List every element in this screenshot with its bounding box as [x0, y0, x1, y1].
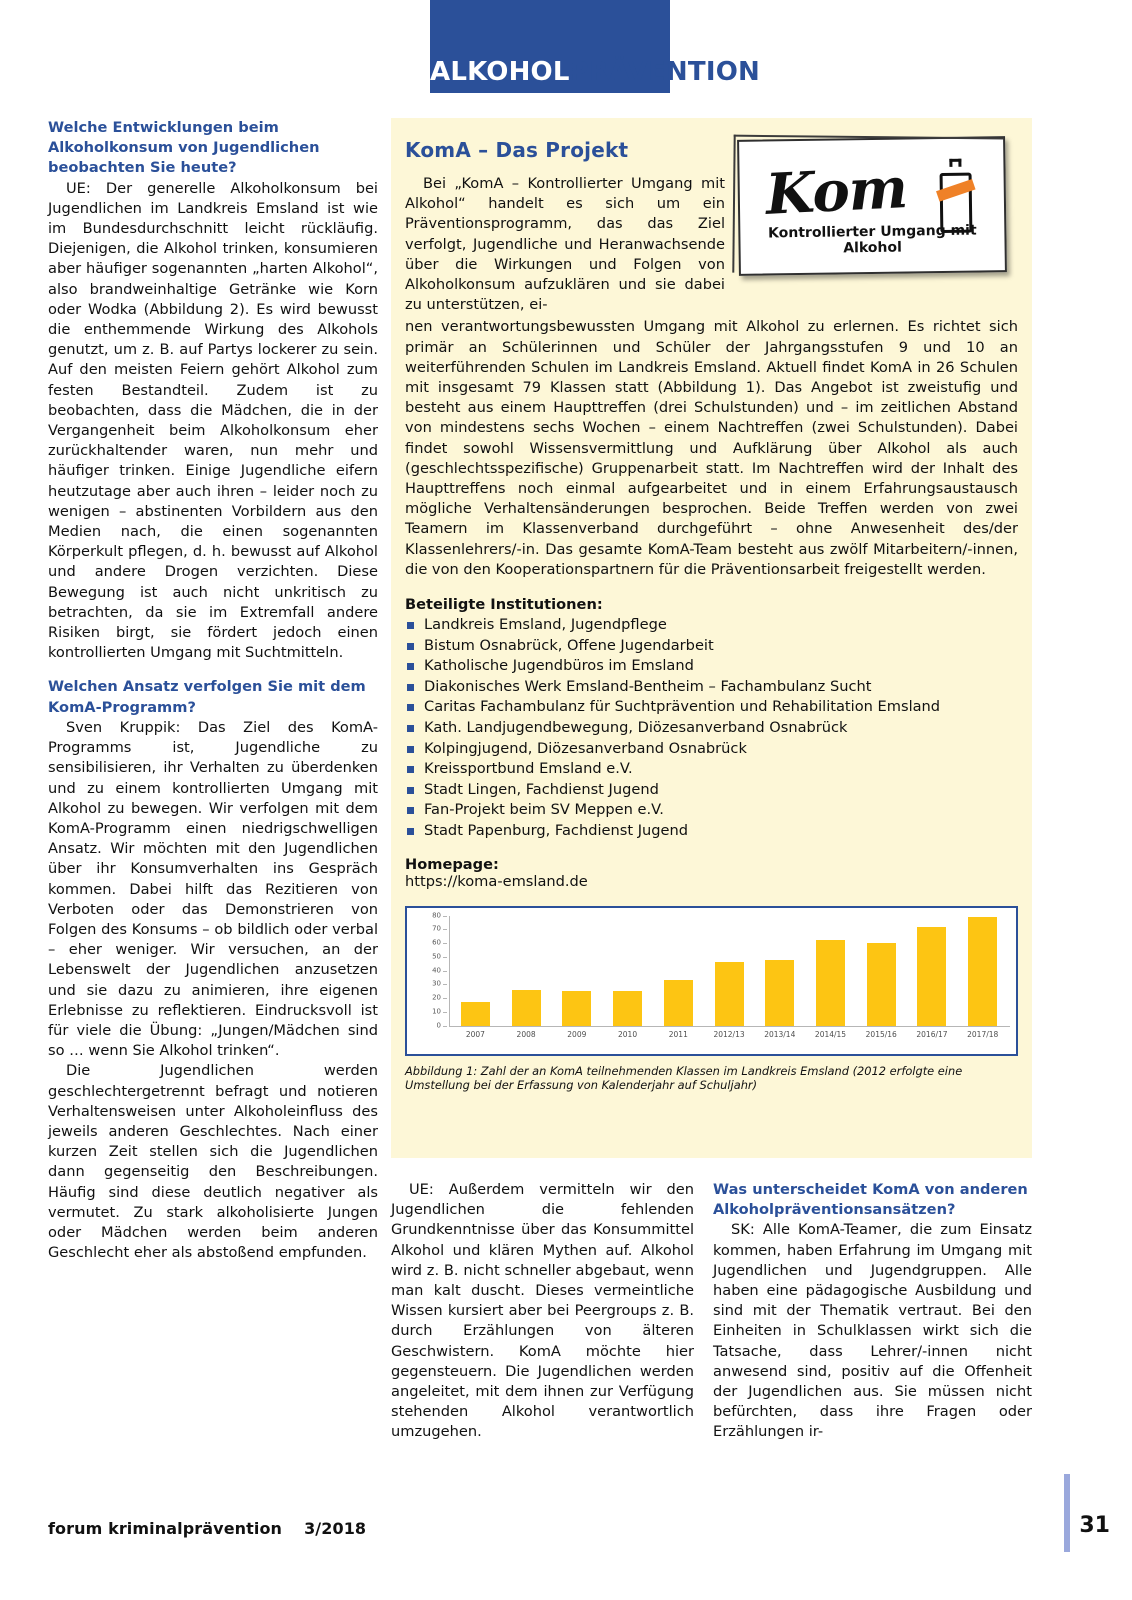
chart-y-tick-label: 20 — [432, 993, 441, 1002]
chart-y-tick-mark — [443, 929, 447, 930]
chart-x-tick-label: 2008 — [516, 1029, 536, 1039]
chart-x-tick-label: 2010 — [618, 1029, 638, 1039]
page-header — [0, 0, 1132, 100]
homepage-link[interactable]: https://koma-emsland.de — [405, 872, 588, 890]
institutions-list — [405, 615, 1018, 842]
chart-bar-slot — [704, 916, 755, 1026]
homepage-heading: Homepage: — [405, 855, 499, 873]
chart-bar-slot — [856, 916, 907, 1026]
chart-y-tick-label: 10 — [432, 1007, 441, 1016]
figure-1-chart — [405, 906, 1018, 1056]
chart-x-tick-labels — [450, 1030, 1008, 1039]
chart-bar-slot — [602, 916, 653, 1026]
list-item: Bistum Osnabrück, Offene Jugendarbeit — [405, 636, 1018, 657]
bottom-col3-paragraph: SK: Alle KomA-Teamer, die zum Einsatz kommen, haben Erfahrung im Umgang mit Jugendlichen und Jugendgruppen. Alle haben eine pädagogische Ausbildung und sind mit der Thematik vertraut. Bei den Einheiten in Schulklassen wirkt sich die Tatsache, dass Lehrer/-innen nicht anwesend sind, positiv auf die Offenheit der Jugendlichen aus. Sie müssen nicht befürchten, dass ihre Fragen oder Erzählungen ir- — [713, 1221, 1032, 1441]
koma-logo — [728, 132, 1016, 280]
list-item: Kreissportbund Emsland e.V. — [405, 759, 1018, 780]
koma-intro-paragraph: Bei „KomA – Kontrollierter Umgang mit Alkohol“ handelt es sich um ein Präventionsprogramm, das das Ziel verfolgt, Jugendliche und Heranwachsende über die Wirkungen und Folgen von Alkoholkonsum aufzuklären und sie dabei zu unterstützen, ei- — [405, 175, 725, 314]
footer-publication: forum kriminalprävention — [48, 1519, 283, 1538]
chart-bar — [512, 990, 541, 1026]
chart-x-tick-label: 2014/15 — [814, 1029, 847, 1039]
list-item: Diakonisches Werk Emsland-Bentheim – Fachambulanz Sucht — [405, 677, 1018, 698]
page-number: 31 — [1079, 1513, 1110, 1538]
koma-logo-subtitle: Kontrollierter Umgang mit Alkohol — [767, 222, 977, 257]
page-number-rule — [1064, 1474, 1070, 1552]
chart-bar — [816, 940, 845, 1025]
chart-bar — [765, 960, 794, 1026]
chart-y-tick-mark — [443, 916, 447, 917]
chart-bar — [461, 1002, 490, 1025]
list-item: Kath. Landjugendbewegung, Diözesanverband Osnabrück — [405, 718, 1018, 739]
chart-y-tick-mark — [443, 957, 447, 958]
list-item: Kolpingjugend, Diözesanverband Osnabrück — [405, 739, 1018, 760]
chart-bar — [867, 943, 896, 1026]
bottom-column-three — [713, 1180, 1032, 1443]
list-item: Fan-Projekt beim SV Meppen e.V. — [405, 800, 1018, 821]
chart-bar-slot — [501, 916, 552, 1026]
chart-y-tick-label: 50 — [432, 952, 441, 961]
bottle-neck — [949, 159, 961, 167]
chart-y-axis — [415, 911, 449, 1030]
chart-x-tick-label: 2015/16 — [865, 1029, 897, 1039]
chart-bar-slot — [957, 916, 1008, 1026]
list-item: Stadt Lingen, Fachdienst Jugend — [405, 780, 1018, 801]
list-item: Stadt Papenburg, Fachdienst Jugend — [405, 821, 1018, 842]
chart-x-axis-line — [449, 1026, 1010, 1027]
bottom-column-two — [391, 1180, 694, 1443]
chart-bar — [715, 962, 744, 1025]
institutions-heading: Beteiligte Institutionen: — [405, 596, 603, 614]
page-title-part-one: ALKOHOL — [430, 57, 570, 87]
interview-answer-3: Die Jugendlichen werden geschlechtergetrennt befragt und notieren Verhaltensweisen unter Alkoholeinfluss des jeweils anderen Geschlechtes. Nach einer kurzen Zeit stellen sich die Jugendlichen dann gegenseitig den Beschreibungen. Häufig sind diese deutlich negativer als vermutet. Zu stark alkoholisierte Jungen oder Mädchen werden beim anderen Geschlecht eher als abstoßend empfunden. — [48, 1062, 378, 1262]
koma-logo-card — [737, 136, 1007, 276]
chart-y-tick-mark — [443, 1012, 447, 1013]
koma-box-title: KomA – Das Projekt — [405, 138, 629, 162]
chart-bar — [917, 927, 946, 1026]
list-item: Caritas Fachambulanz für Suchtprävention und Rehabilitation Emsland — [405, 697, 1018, 718]
footer-issue: 3/2018 — [304, 1519, 367, 1538]
interview-question-1: Welche Entwicklungen beim Alkoholkonsum von Jugendlichen beobachten Sie heute? — [48, 119, 320, 177]
chart-bar — [562, 991, 591, 1025]
chart-y-tick-label: 80 — [432, 911, 441, 920]
chart-x-tick-label: 2007 — [465, 1029, 485, 1039]
figure-1-caption: Abbildung 1: Zahl der an KomA teilnehmenden Klassen im Landkreis Emsland (2012 erfolgte eine Umstellung bei der Erfassung von Kalenderjahr auf Schuljahr) — [405, 1063, 963, 1093]
interview-answer-2: Sven Kruppik: Das Ziel des KomA-Programms ist, Jugendliche zu sensibilisieren, ihr Verhalten zu überdenken und zu einem kontrollierten Umgang mit Alkohol zu bewegen. Wir verfolgen mit dem KomA-Programm einen niedrigschwelligen Ansatz. Wir möchten mit den Jugendlichen über ihr Konsumverhalten ins Gespräch kommen. Dabei hilft das Rezitieren von Verboten oder das Demonstrieren von Folgen des Konsums – ob bildlich oder verbal – eher weniger. Wir versuchen, an der Lebenswelt der Jugendlichen anzusetzen und sie dazu zu animieren, ihre eigenen Erlebnisse zu reflektieren. Eindrucksvoll ist für viele die Übung: „Jungen/Mädchen sind so … wenn Sie Alkohol trinken“. — [48, 718, 378, 1060]
chart-x-tick-label: 2017/18 — [967, 1029, 999, 1039]
chart-x-tick-label: 2016/17 — [916, 1029, 948, 1039]
chart-y-tick-mark — [443, 984, 447, 985]
chart-y-tick-label: 30 — [432, 979, 441, 988]
chart-x-tick-label: 2012/13 — [713, 1029, 745, 1039]
chart-x-tick-label: 2011 — [668, 1029, 688, 1039]
bottom-col2-paragraph: UE: Außerdem vermitteln wir den Jugendlichen die fehlenden Grundkenntnisse über das Konsummittel Alkohol und klären Mythen auf. Alkohol wird z. B. nicht schneller abgebaut, wenn man kalt duscht. Dieses vermeintliche Wissen kursiert aber bei Peergroups z. B. durch Erzählungen von älteren Geschwistern. KomA möchte hier gegensteuern. Die Jugendlichen werden angeleitet, mit dem ihnen zur Verfügung stehenden Alkohol verantwortlich umzugehen. — [391, 1181, 694, 1441]
interview-answer-1: UE: Der generelle Alkoholkonsum bei Jugendlichen im Landkreis Emsland ist wie im Bundesdurchschnitt leicht rückläufig. Diejenigen, die Alkohol trinken, konsumieren aber häufiger sogenannten „harten Alkohol“, also brandweinhaltige Getränke wie Korn oder Wodka (Abbildung 2). Es wird bewusst die enthemmende Wirkung des Alkohols genutzt, um z. B. auf Partys lockerer zu sein. Auf den meisten Feiern gehört Alkohol zum festen Bestandteil. Zudem ist zu beobachten, dass die Mädchen, die in der Vergangenheit beim Alkoholkonsum eher zurückhaltender waren, nun mehr und häufiger trinken. Einige Jugendliche eifern heutzutage aber auch ihren – leider noch zu wenigen – abstinenten Vorbildern aus den Medien nach, die einen sogenannten Körperkult pflegen, d. h. bewusst auf Alkohol und andere Drogen verzichten. Diese Bewegung ist auch nicht unkritisch zu betrachten, da sie im Extremfall andere Risiken birgt, sie fördert jedoch einen kontrollierten Umgang mit Suchtmitteln. — [48, 179, 378, 662]
interview-question-2: Welchen Ansatz verfolgen Sie mit dem KomA-Programm? — [48, 678, 366, 716]
chart-y-tick-mark — [443, 1026, 447, 1027]
koma-project-box — [391, 118, 1032, 1158]
footer — [48, 1519, 366, 1538]
chart-bar — [968, 917, 997, 1026]
chart-bar-slot — [754, 916, 805, 1026]
chart-bar-slot — [653, 916, 704, 1026]
chart-plot-area — [415, 911, 1010, 1048]
chart-bar-slot — [551, 916, 602, 1026]
list-item: Landkreis Emsland, Jugendpflege — [405, 615, 1018, 636]
chart-y-tick-mark — [443, 998, 447, 999]
chart-bar-slot — [805, 916, 856, 1026]
chart-bar — [613, 991, 642, 1025]
chart-bar — [664, 980, 693, 1025]
chart-bar-slot — [450, 916, 501, 1026]
chart-y-tick-mark — [443, 971, 447, 972]
section-spacer — [405, 580, 1018, 596]
chart-y-tick-mark — [443, 943, 447, 944]
koma-main-paragraph: nen verantwortungsbewussten Umgang mit Alkohol zu erlernen. Es richtet sich primär an Schülerinnen und Schüler der Jahrgangsstufen 9 und 10 an weiterführenden Schulen im Landkreis Emsland. Aktuell findet KomA in 26 Schulen mit insgesamt 79 Klassen statt (Abbildung 1). Das Angebot ist zweistufig und besteht aus einem Haupttreffen (drei Schulstunden) und – im zeitlichen Abstand von mindestens sechs Wochen – einem Nachtreffen (zwei Schulstunden). Dabei findet sowohl Wissensvermittlung und Aufklärung über Alkohol als auch (geschlechtsspezifische) Gruppenarbeit statt. Im Nachtreffen wird der Inhalt des Haupttreffens noch einmal aufgearbeitet und in einem Erfahrungsaustausch mögliche Verhaltensänderungen besprochen. Beide Treffen werden von zwei Teamern im Klassenverband durchgeführt – ohne Anwesenheit des/der Klassenlehrers/-in. Das gesamte KomA-Team besteht aus zwölf Mitarbeitern/-innen, die von den Kooperationspartnern für die Präventionsarbeit freigestellt werden. — [405, 318, 1018, 578]
koma-logo-wordmark: Kom — [764, 155, 909, 228]
chart-y-tick-label: 70 — [432, 924, 441, 933]
paragraph-spacer — [48, 663, 378, 677]
chart-y-tick-label: 40 — [432, 966, 441, 975]
left-column — [48, 118, 378, 1263]
chart-y-tick-label: 0 — [436, 1021, 441, 1030]
interview-question-3: Was unterscheidet KomA von anderen Alkoholpräventionsansätzen? — [713, 1181, 1028, 1219]
chart-x-tick-label: 2009 — [567, 1029, 587, 1039]
list-item: Katholische Jugendbüros im Emsland — [405, 656, 1018, 677]
page-title-part-two: PRÄVENTION — [569, 57, 760, 87]
page-title — [430, 57, 760, 87]
chart-bars — [450, 916, 1008, 1026]
chart-x-tick-label: 2013/14 — [764, 1029, 796, 1039]
chart-y-tick-label: 60 — [432, 938, 441, 947]
chart-bar-slot — [907, 916, 958, 1026]
